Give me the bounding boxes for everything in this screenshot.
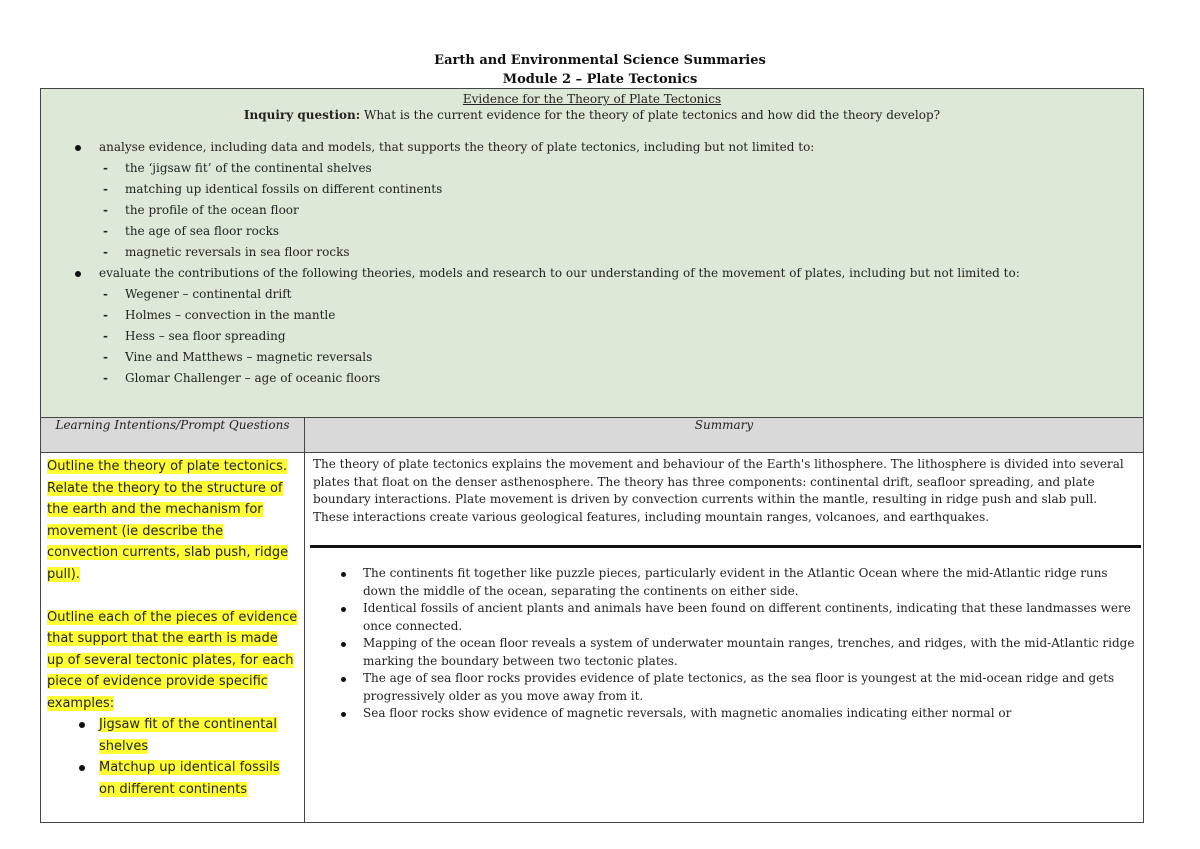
- divider-rule: [310, 545, 1141, 548]
- evidence-item: [313, 600, 1135, 635]
- evidence-item: [313, 635, 1135, 670]
- subpoint-text: Holmes – convection in the mantle: [125, 308, 336, 322]
- evidence-item: [313, 705, 1135, 723]
- prompt-list: [47, 714, 298, 800]
- prompt-list-item: [47, 757, 298, 800]
- syllabus-subpoint: [41, 158, 1143, 179]
- dash-icon: -: [103, 182, 108, 196]
- bullet-icon: [79, 765, 85, 771]
- summary-cell: [305, 453, 1144, 823]
- syllabus-subpoint: [41, 242, 1143, 263]
- document-title: Earth and Environmental Science Summaries: [434, 53, 766, 68]
- inquiry-label: Inquiry question:: [243, 108, 361, 122]
- bullet-icon: [341, 642, 346, 647]
- bullet-icon: [341, 677, 346, 682]
- prompt-question: Outline each of the pieces of evidence that support that the earth is made up of several tectonic plates, for each piece of evidence provide specific examples:: [47, 609, 298, 711]
- syllabus-points: [41, 137, 1143, 389]
- bullet-icon: [341, 712, 346, 717]
- prompt-item-text: Matchup up identical fossils on different continents: [99, 760, 280, 797]
- syllabus-point-text: evaluate the contributions of the following theories, models and research to our understanding of the movement of plates, including but not limited to:: [99, 266, 1020, 280]
- evidence-list: [313, 565, 1135, 723]
- syllabus-subpoint: [41, 221, 1143, 242]
- bullet-icon: [341, 607, 346, 612]
- evidence-text: Identical fossils of ancient plants and animals have been found on different continents, indicating that these landmasses were once connected.: [363, 601, 1131, 633]
- bullet-icon: [79, 722, 85, 728]
- module-title: Module 2 – Plate Tectonics: [502, 72, 698, 87]
- prompt-list-item: [47, 714, 298, 757]
- syllabus-subpoints: [99, 158, 1143, 263]
- dash-icon: -: [103, 287, 108, 301]
- syllabus-subpoint: [41, 284, 1143, 305]
- evidence-text: Mapping of the ocean floor reveals a system of underwater mountain ranges, trenches, and ridges, with the mid-Atlantic ridge marking the boundary between two tectonic plates.: [363, 636, 1135, 668]
- dash-icon: -: [103, 224, 108, 238]
- dash-icon: -: [103, 308, 108, 322]
- evidence-item: [313, 565, 1135, 600]
- subpoint-text: Vine and Matthews – magnetic reversals: [125, 350, 373, 364]
- subpoint-text: Glomar Challenger – age of oceanic floors: [125, 371, 381, 385]
- subpoint-text: the age of sea floor rocks: [125, 224, 280, 238]
- syllabus-point: [41, 263, 1143, 389]
- syllabus-subpoint: [41, 326, 1143, 347]
- column-header-prompts: Learning Intentions/Prompt Questions: [41, 418, 305, 453]
- syllabus-subpoints: [99, 284, 1143, 389]
- syllabus-subpoint: [41, 368, 1143, 389]
- column-header-summary: Summary: [305, 418, 1144, 453]
- evidence-item: [313, 670, 1135, 705]
- subpoint-text: magnetic reversals in sea floor rocks: [125, 245, 350, 259]
- syllabus-point-text: analyse evidence, including data and models, that supports the theory of plate tectonics, including but not limited to:: [99, 140, 815, 154]
- subpoint-text: matching up identical fossils on different continents: [125, 182, 443, 196]
- bullet-icon: [75, 271, 81, 277]
- summary-paragraph: The theory of plate tectonics explains the movement and behaviour of the Earth's lithosphere. The lithosphere is divided into several plates that float on the denser asthenosphere. The theory has three components: continental drift, seafloor spreading, and plate boundary interactions. Plate movement is driven by convection currents within the mantle, resulting in ridge push and slab pull. These interactions create various geological features, including mountain ranges, volcanoes, and earthquakes.: [313, 457, 1124, 524]
- summary-table: [40, 88, 1144, 823]
- subpoint-text: the profile of the ocean floor: [125, 203, 299, 217]
- prompt-item-text: Jigsaw fit of the continental shelves: [99, 717, 277, 754]
- syllabus-subpoint: [41, 347, 1143, 368]
- syllabus-box: [41, 89, 1144, 418]
- prompt-cell: [41, 453, 305, 823]
- subpoint-text: the ‘jigsaw fit’ of the continental shelves: [125, 161, 372, 175]
- syllabus-subpoint: [41, 200, 1143, 221]
- inquiry-text: What is the current evidence for the theory of plate tectonics and how did the theory develop?: [360, 108, 941, 122]
- dash-icon: -: [103, 245, 108, 259]
- bullet-icon: [75, 145, 81, 151]
- evidence-text: The continents fit together like puzzle pieces, particularly evident in the Atlantic Ocean where the mid-Atlantic ridge runs down the middle of the ocean, separating the continents on either side.: [363, 566, 1108, 598]
- dash-icon: -: [103, 371, 108, 385]
- dash-icon: -: [103, 329, 108, 343]
- syllabus-subpoint: [41, 305, 1143, 326]
- dash-icon: -: [103, 203, 108, 217]
- subpoint-text: Hess – sea floor spreading: [125, 329, 286, 343]
- subpoint-text: Wegener – continental drift: [125, 287, 292, 301]
- inquiry-question: [41, 107, 1143, 123]
- syllabus-point: [41, 137, 1143, 263]
- dash-icon: -: [103, 350, 108, 364]
- section-heading: Evidence for the Theory of Plate Tectonics: [462, 92, 722, 106]
- evidence-text: The age of sea floor rocks provides evidence of plate tectonics, as the sea floor is youngest at the mid-ocean ridge and gets progressively older as you move away from it.: [363, 671, 1115, 703]
- syllabus-subpoint: [41, 179, 1143, 200]
- evidence-text: Sea floor rocks show evidence of magnetic reversals, with magnetic anomalies indicating either normal or: [363, 706, 1012, 720]
- prompt-question: Outline the theory of plate tectonics. Relate the theory to the structure of the earth and the mechanism for movement (ie describe the convection currents, slab push, ridge pull).: [47, 459, 289, 582]
- bullet-icon: [341, 572, 346, 577]
- dash-icon: -: [103, 161, 108, 175]
